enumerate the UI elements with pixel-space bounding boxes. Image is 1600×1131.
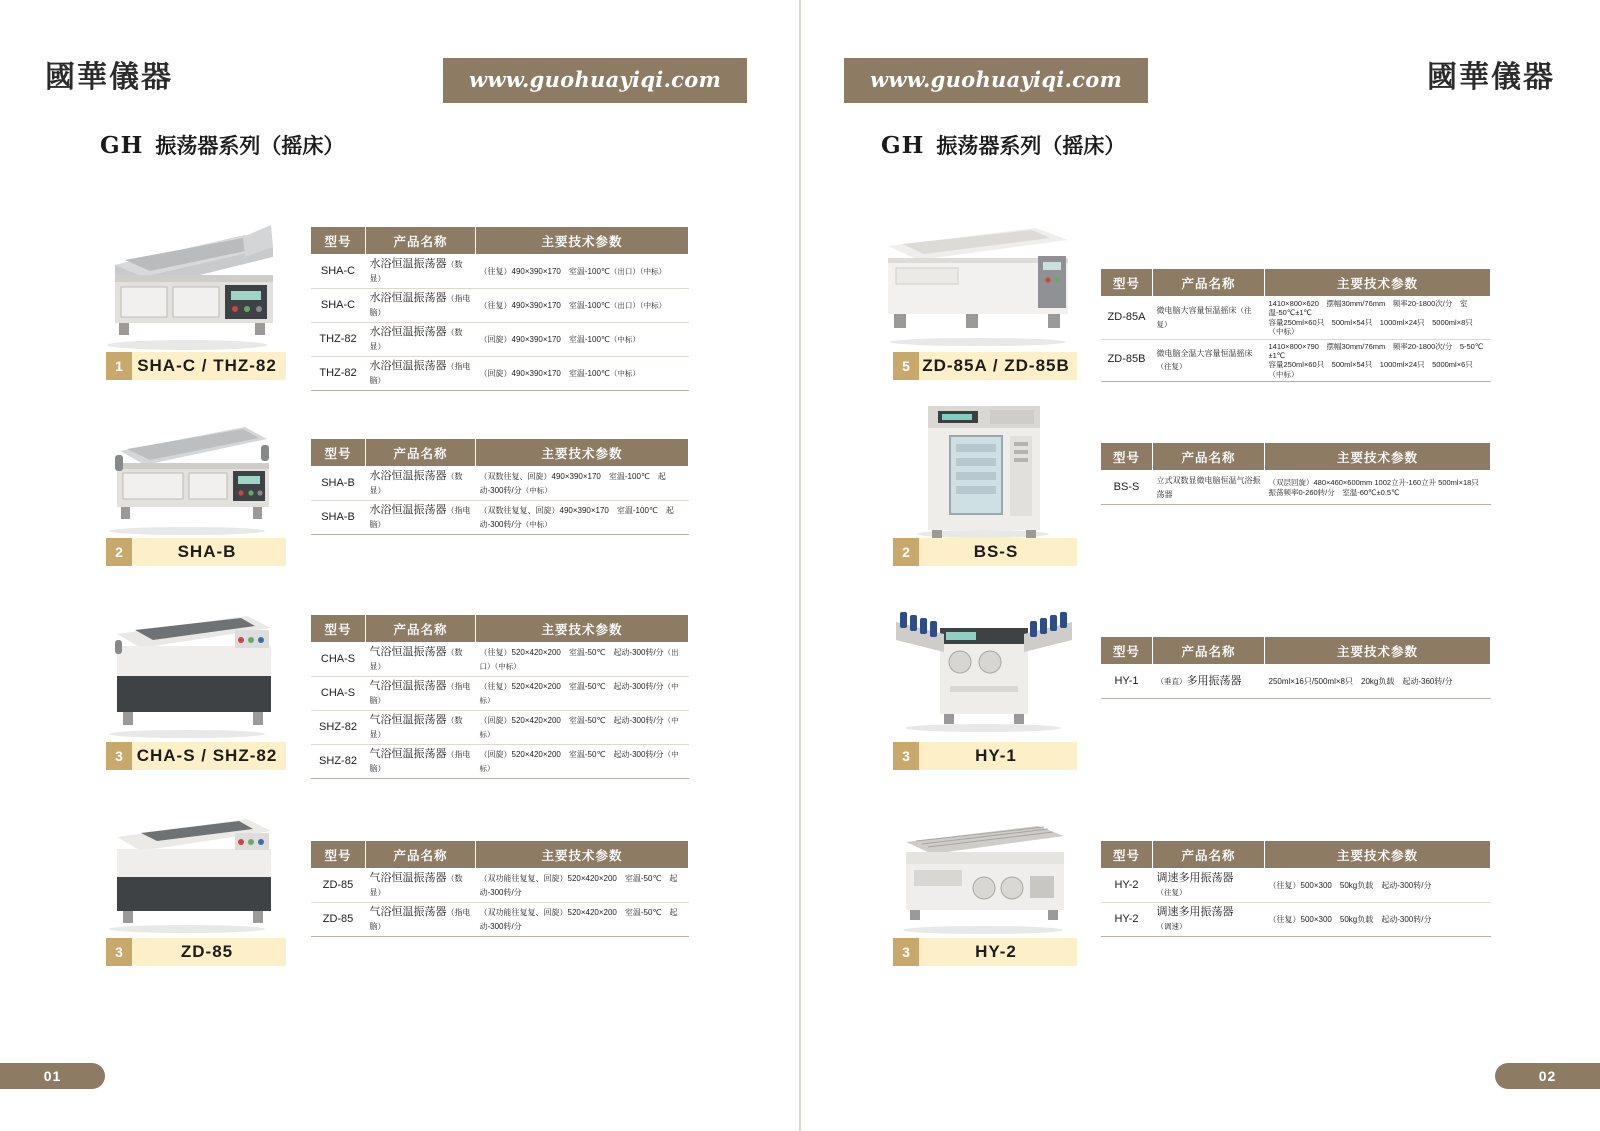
th-model: 型号 bbox=[311, 841, 366, 869]
table-row: CHA-S 气浴恒温振荡器（指电脑） （往复）520×420×200 室温-50℃ 起动-300转/分（中标） bbox=[311, 677, 689, 711]
right-page bbox=[800, 0, 1600, 1131]
th-name: 产品名称 bbox=[1153, 841, 1265, 869]
water-bath-shaker-photo bbox=[95, 205, 280, 350]
caption-label-sha-b: SHA-B bbox=[132, 538, 286, 566]
caption-index-zd-85: 3 bbox=[106, 938, 132, 966]
large-capacity-shaker-photo bbox=[878, 210, 1078, 350]
multipurpose-shaker-photo bbox=[888, 590, 1078, 735]
th-name: 产品名称 bbox=[1153, 269, 1265, 297]
caption-index-sha-b: 2 bbox=[106, 538, 132, 566]
th-model: 型号 bbox=[1101, 637, 1153, 665]
spec-table-zd-85a bbox=[1100, 268, 1491, 382]
caption-zd-85 bbox=[106, 938, 286, 966]
caption-sha-c bbox=[106, 352, 286, 380]
website-url-left: www.guohuayiqi.com bbox=[443, 58, 747, 103]
th-name: 产品名称 bbox=[366, 841, 476, 869]
page-number-left: 01 bbox=[43, 1068, 62, 1084]
product-photo-cha-s bbox=[95, 600, 280, 740]
spec-table-zd-85 bbox=[310, 840, 689, 937]
section-name-right: 振荡器系列（摇床） bbox=[936, 133, 1126, 158]
table-row: CHA-S 气浴恒温振荡器（数显） （往复）520×420×200 室温-50℃ 起动-300转/分（出口）（中标） bbox=[311, 643, 689, 677]
product-photo-hy-1 bbox=[888, 590, 1078, 735]
caption-index-bs-s: 2 bbox=[893, 538, 919, 566]
caption-label-zd-85: ZD-85 bbox=[132, 938, 286, 966]
caption-label-sha-c: SHA-C / THZ-82 bbox=[132, 352, 286, 380]
th-model: 型号 bbox=[1101, 443, 1153, 471]
speed-adjust-shaker-photo bbox=[888, 810, 1078, 935]
caption-sha-b bbox=[106, 538, 286, 566]
th-model: 型号 bbox=[1101, 269, 1153, 297]
th-spec: 主要技术参数 bbox=[1265, 841, 1491, 869]
th-name: 产品名称 bbox=[1153, 637, 1265, 665]
th-spec: 主要技术参数 bbox=[1265, 269, 1491, 297]
product-photo-zd-85a bbox=[878, 210, 1078, 350]
table-row: SHA-B 水浴恒温振荡器（数显） （双数往复、回旋）490×390×170 室温-100℃ 起动-300转/分（中标） bbox=[311, 467, 689, 501]
th-spec: 主要技术参数 bbox=[476, 439, 689, 467]
caption-zd-85a bbox=[893, 352, 1077, 380]
caption-bs-s bbox=[893, 538, 1077, 566]
spec-table-cha-s bbox=[310, 614, 689, 779]
table-row: SHA-C 水浴恒温振荡器（数显） （往复）490×390×170 室温-100℃（出口）（中标） bbox=[311, 255, 689, 289]
caption-hy-1 bbox=[893, 742, 1077, 770]
caption-label-cha-s: CHA-S / SHZ-82 bbox=[132, 742, 286, 770]
table-row: SHA-C 水浴恒温振荡器（指电脑） （往复）490×390×170 室温-100℃（出口）（中标） bbox=[311, 289, 689, 323]
caption-index-sha-c: 1 bbox=[106, 352, 132, 380]
th-model: 型号 bbox=[311, 615, 366, 643]
table-row: THZ-82 水浴恒温振荡器（指电脑） （回旋）490×390×170 室温-100℃（中标） bbox=[311, 357, 689, 391]
th-model: 型号 bbox=[1101, 841, 1153, 869]
table-row: ZD-85B 微电脑全温大容量恒温摇床（往复） 1410×800×790 摆幅30mm/76mm 频率20-1800次/分 5-50℃±1℃ 容量250ml×60只 500ml×54只 1000ml×24只 5000ml×6只 （中标） bbox=[1101, 339, 1491, 382]
th-name: 产品名称 bbox=[366, 439, 476, 467]
th-model: 型号 bbox=[311, 439, 366, 467]
section-name-left: 振荡器系列（摇床） bbox=[155, 133, 345, 158]
table-row: ZD-85 气浴恒温振荡器（指电脑） （双功能往复复、回旋）520×420×200 室温-50℃ 起动-300转/分 bbox=[311, 903, 689, 937]
section-code-left: GH bbox=[100, 132, 144, 159]
caption-cha-s bbox=[106, 742, 286, 770]
th-spec: 主要技术参数 bbox=[1265, 637, 1491, 665]
spec-table-hy-1 bbox=[1100, 636, 1491, 699]
product-photo-sha-b bbox=[95, 405, 280, 535]
table-row: HY-1 （垂直）多用振荡器 250ml×16只/500ml×8只 20kg负载 起动-360转/分 bbox=[1101, 665, 1491, 699]
section-title-right bbox=[881, 130, 1125, 160]
th-spec: 主要技术参数 bbox=[476, 227, 689, 255]
caption-index-zd-85a: 5 bbox=[893, 352, 919, 380]
section-code-right: GH bbox=[881, 132, 925, 159]
caption-label-bs-s: BS-S bbox=[919, 538, 1077, 566]
table-row: THZ-82 水浴恒温振荡器（数显） （回旋）490×390×170 室温-100℃（中标） bbox=[311, 323, 689, 357]
table-row: ZD-85A 微电脑大容量恒温摇床（往复） 1410×800×620 摆幅30mm/76mm 频率20-1800次/分 室温-50℃±1℃ 容量250ml×60只 500ml×54只 1000ml×24只 5000ml×8只 （中标） bbox=[1101, 297, 1491, 340]
caption-index-cha-s: 3 bbox=[106, 742, 132, 770]
th-name: 产品名称 bbox=[366, 615, 476, 643]
table-row: SHA-B 水浴恒温振荡器（指电脑） （双数往复复、回旋）490×390×170 室温-100℃ 起动-300转/分（中标） bbox=[311, 501, 689, 535]
table-row: BS-S 立式双数显微电脑恒温气浴振荡器 （双层回旋）480×460×600mm 1002立升-160立升 500ml×18只 振荡频率0-260转/分 室温-60℃±0.5℃ bbox=[1101, 471, 1491, 505]
th-name: 产品名称 bbox=[366, 227, 476, 255]
zd85-shaker-photo bbox=[95, 805, 280, 935]
table-row: SHZ-82 气浴恒温振荡器（指电脑） （回旋）520×420×200 室温-50℃ 起动-300转/分（中标） bbox=[311, 745, 689, 779]
th-model: 型号 bbox=[311, 227, 366, 255]
water-bath-shaker-b-photo bbox=[95, 405, 280, 535]
th-spec: 主要技术参数 bbox=[476, 615, 689, 643]
brand-logo-right: 國華儀器 bbox=[1427, 60, 1555, 95]
caption-index-hy-2: 3 bbox=[893, 938, 919, 966]
website-url-right: www.guohuayiqi.com bbox=[844, 58, 1148, 103]
th-spec: 主要技术参数 bbox=[476, 841, 689, 869]
caption-label-hy-1: HY-1 bbox=[919, 742, 1077, 770]
page-number-right: 02 bbox=[1538, 1068, 1557, 1084]
caption-index-hy-1: 3 bbox=[893, 742, 919, 770]
product-photo-sha-c bbox=[95, 205, 280, 350]
spec-table-hy-2 bbox=[1100, 840, 1491, 937]
vertical-shaker-cabinet-photo bbox=[898, 392, 1068, 540]
spec-table-sha-b bbox=[310, 438, 689, 535]
table-row: SHZ-82 气浴恒温振荡器（数显） （回旋）520×420×200 室温-50℃ 起动-300转/分（中标） bbox=[311, 711, 689, 745]
table-row: HY-2 调速多用振荡器（往复） （往复）500×300 50kg负载 起动-300转/分 bbox=[1101, 869, 1491, 903]
spec-table-bs-s bbox=[1100, 442, 1491, 505]
brand-logo-left: 國華儀器 bbox=[45, 60, 173, 95]
th-spec: 主要技术参数 bbox=[1265, 443, 1491, 471]
section-title-left bbox=[100, 130, 344, 160]
spec-table-sha-c bbox=[310, 226, 689, 391]
table-row: ZD-85 气浴恒温振荡器（数显） （双功能往复复、回旋）520×420×200 室温-50℃ 起动-300转/分 bbox=[311, 869, 689, 903]
product-photo-bs-s bbox=[898, 392, 1068, 540]
product-photo-hy-2 bbox=[888, 810, 1078, 935]
caption-label-hy-2: HY-2 bbox=[919, 938, 1077, 966]
product-photo-zd-85 bbox=[95, 805, 280, 935]
table-row: HY-2 调速多用振荡器（调速） （往复）500×300 50kg负载 起动-300转/分 bbox=[1101, 903, 1491, 937]
caption-label-zd-85a: ZD-85A / ZD-85B bbox=[919, 352, 1077, 380]
caption-hy-2 bbox=[893, 938, 1077, 966]
th-name: 产品名称 bbox=[1153, 443, 1265, 471]
air-bath-shaker-photo bbox=[95, 600, 280, 740]
